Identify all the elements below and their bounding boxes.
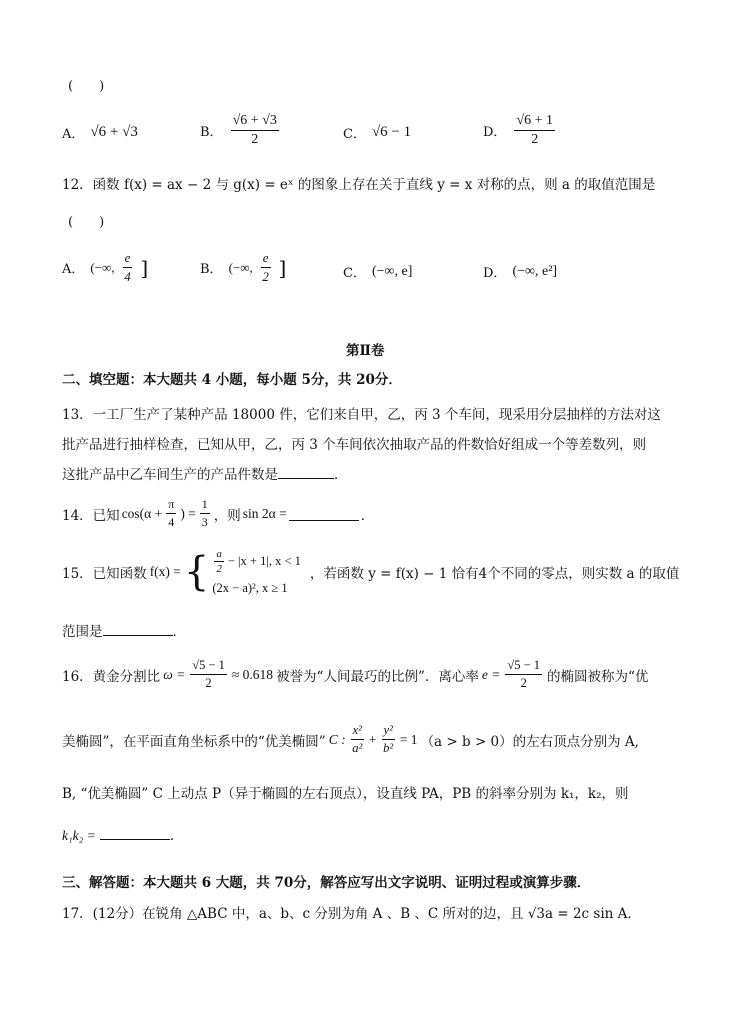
q14-value-fraction xyxy=(200,497,210,530)
case-fraction xyxy=(214,548,224,575)
q12-stem: 12．函数 f(x) = ax − 2 与 g(x) = eˣ 的图象上存在关于直线 y = x 对称的点，则 a 的取值范围是 xyxy=(62,177,656,193)
option-open: (−∞, xyxy=(90,259,115,275)
q13-line2: 批产品进行抽样检查，已知从甲，乙，丙 3 个车间依次抽取产品的件数恰好组成一个等差数列，则 xyxy=(62,437,647,453)
fraction-denominator: 4 xyxy=(124,269,131,284)
option-label: D． xyxy=(483,125,507,140)
q11-option-c xyxy=(343,123,411,142)
q16-k1k2: k₁k₂ = xyxy=(62,828,96,843)
q16-line4 xyxy=(62,829,183,844)
section2-heading: 二、填空题：本大题共 4 小题，每小题 5分，共 20分． xyxy=(62,372,402,388)
q12-option-d xyxy=(483,262,557,281)
option-label: C． xyxy=(343,127,366,142)
q11-option-d xyxy=(483,113,557,148)
fraction-denominator: 2 xyxy=(262,269,269,284)
q12-answer-paren: ( ) xyxy=(68,215,105,230)
fraction-denominator: 2 xyxy=(520,676,527,690)
q15-post: ，若函数 y = f(x) − 1 恰有4个不同的零点，则实数 a 的取值 xyxy=(309,566,680,582)
fraction-numerator: a xyxy=(216,548,222,560)
fraction-denominator: a² xyxy=(352,741,363,755)
q17-stem: 17．(12分）在锐角 △ABC 中，a、b、c 分别为角 A 、B 、C 所对的边，且 √3a = 2c sin A． xyxy=(62,906,641,922)
fraction-denominator: b² xyxy=(383,741,394,755)
option-open: (−∞, xyxy=(228,259,253,275)
q16-mid1: 被誉为“人间最巧的比例”．离心率 xyxy=(276,668,479,685)
fraction-denominator: 2 xyxy=(251,132,259,147)
fraction-numerator: x² xyxy=(351,723,364,740)
q15 xyxy=(62,548,679,596)
fraction-denominator: 3 xyxy=(201,515,208,529)
q15-pre: 15．已知函数 xyxy=(62,566,147,582)
q16-line1 xyxy=(62,658,648,691)
option-fraction xyxy=(231,113,279,148)
q14-pi-fraction xyxy=(166,497,176,530)
fraction-numerator: y² xyxy=(382,723,395,740)
q16-omega: ω = xyxy=(163,666,186,682)
part2-title: 第Ⅱ卷 xyxy=(346,343,385,359)
q16-eq1: = 1 xyxy=(399,731,418,747)
option-label: C． xyxy=(343,266,366,281)
q13-line3-text: 这批产品中乙车间生产的产品件数是 xyxy=(62,467,278,483)
q14-eq: ) = xyxy=(180,505,196,521)
q16-end: ． xyxy=(169,828,184,844)
q16-e-fraction xyxy=(505,658,542,691)
fraction-numerator: π xyxy=(166,497,176,514)
q14-cos: cos(α + xyxy=(121,505,163,521)
section3-heading: 三、解答题：本大题共 6 大题，共 70分，解答应写出文字说明、证明过程或演算步骤． xyxy=(62,875,591,891)
q13-line1: 13．一工厂生产了某种产品 18000 件，它们来自甲，乙，丙 3 个车间，现采用分层抽样的方法对这 xyxy=(62,407,661,423)
fraction-numerator: √6 + 1 xyxy=(514,113,555,131)
option-value: √6 + √3 xyxy=(90,124,138,140)
option-fraction xyxy=(514,113,555,148)
q12-option-c xyxy=(343,262,412,281)
q11-option-b xyxy=(200,113,281,148)
fraction-denominator: 2 xyxy=(205,676,212,690)
left-brace-icon: { xyxy=(183,549,210,595)
q14-end: ． xyxy=(360,507,375,524)
fraction-denominator: 2 xyxy=(216,563,222,575)
q15-case2: (2x − a)², x ≥ 1 xyxy=(212,581,288,595)
option-close: ] xyxy=(278,255,287,280)
q15-line2-text: 范围是 xyxy=(62,624,103,640)
fraction-numerator: e xyxy=(123,250,133,268)
option-value: √6 − 1 xyxy=(371,124,412,140)
q15-case1 xyxy=(212,548,301,575)
q16-e: e = xyxy=(481,666,501,682)
q16-approx: ≈ 0.618 xyxy=(231,666,274,682)
option-label: D． xyxy=(483,266,507,281)
answer-blank xyxy=(100,839,170,840)
fraction-numerator: 1 xyxy=(200,497,210,514)
case1-rest: − |x + 1|, x < 1 xyxy=(227,554,301,568)
q15-cases xyxy=(212,548,301,596)
q16-pre: 16．黄金分割比 xyxy=(62,668,161,685)
q14-sin: sin 2α = xyxy=(242,505,287,521)
fraction-numerator: √5 − 1 xyxy=(505,658,542,675)
option-label: A． xyxy=(62,262,85,277)
answer-blank xyxy=(289,506,359,521)
q16-line3: B, “优美椭圆” C 上动点 P（异于椭圆的左右顶点），设直线 PA，PB 的斜率分别为 k₁，k₂，则 xyxy=(62,786,629,802)
option-value: (−∞, e] xyxy=(371,263,413,279)
q14-pre: 14．已知 xyxy=(62,507,120,524)
answer-blank xyxy=(278,478,334,479)
q14-mid: ，则 xyxy=(213,507,241,524)
q16-y-fraction xyxy=(382,723,395,756)
fraction-denominator: 2 xyxy=(531,132,539,147)
fraction-numerator: e xyxy=(261,250,271,268)
q16-c-label: C : xyxy=(328,731,346,747)
q15-line2 xyxy=(62,626,186,640)
q15-fx: f(x) = xyxy=(149,564,181,579)
option-label: A． xyxy=(62,127,85,142)
q16-plus: + xyxy=(368,731,377,747)
q16-cond: （a > b > 0）的左右顶点分别为 A, xyxy=(420,733,639,750)
fraction-numerator: √6 + √3 xyxy=(231,113,279,131)
q14 xyxy=(62,497,374,530)
q11-answer-paren: ( ) xyxy=(68,79,105,94)
q13-end: ． xyxy=(334,467,348,483)
q16-line2 xyxy=(62,723,639,756)
q12-option-a xyxy=(62,250,148,285)
q16-x-fraction xyxy=(351,723,364,756)
q15-end: ． xyxy=(172,624,186,640)
fraction-numerator: √5 − 1 xyxy=(190,658,227,675)
option-value: (−∞, e²] xyxy=(512,263,558,279)
option-fraction xyxy=(261,250,271,285)
fraction-denominator: 4 xyxy=(168,515,175,529)
option-close: ] xyxy=(140,255,149,280)
q11-option-a xyxy=(62,123,138,142)
q16-line2-pre: 美椭圆”，在平面直角坐标系中的“优美椭圆” xyxy=(62,733,326,750)
answer-blank xyxy=(103,635,173,636)
option-label: B． xyxy=(200,125,223,140)
q12-option-b xyxy=(200,250,286,285)
q16-ratio-fraction xyxy=(190,658,227,691)
option-fraction xyxy=(123,250,133,285)
q16-post1: 的椭圆被称为“优 xyxy=(547,668,649,685)
q13-line3 xyxy=(62,469,348,483)
option-label: B． xyxy=(200,262,223,277)
